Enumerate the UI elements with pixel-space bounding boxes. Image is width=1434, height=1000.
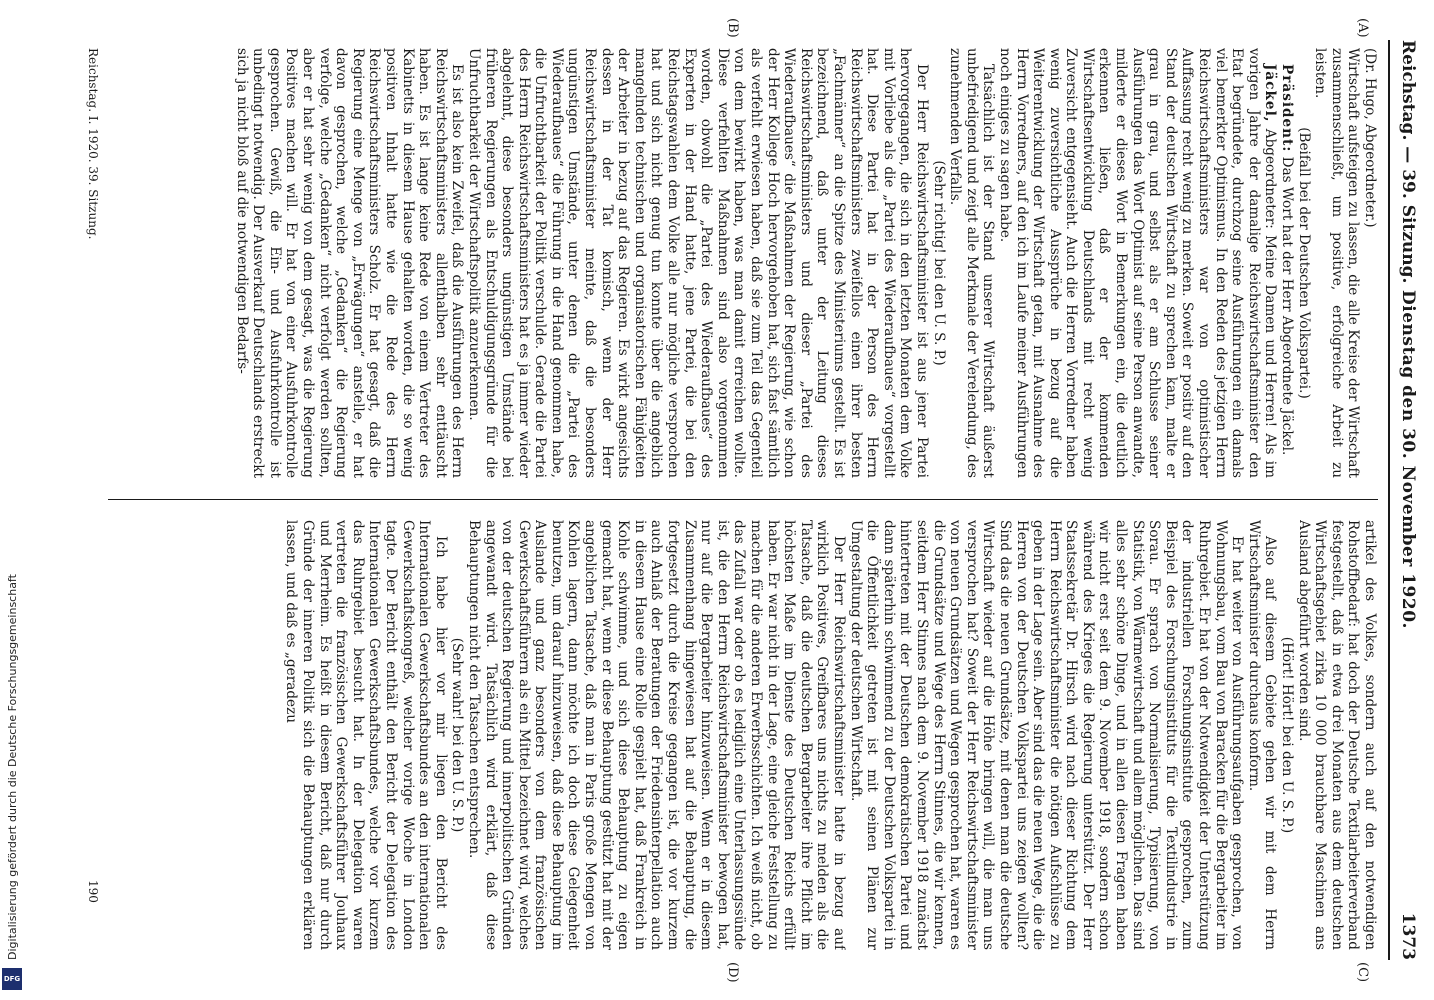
page-header bbox=[1392, 40, 1422, 960]
margin-letter-c: (C) bbox=[1355, 962, 1370, 983]
continued-paragraph: Wirtschaft aufsteigen zu lassen, die alle Kreise der Wirtschaft zusammenschließt, um positive, erfolgreiche Arbeit zu leisten. bbox=[1312, 48, 1362, 478]
page-footer: Reichstag. I. 1920. 39. Sitzung. bbox=[86, 48, 100, 240]
continued-paragraph: (Dr. Hugo, Abgeordneter.) bbox=[1362, 48, 1378, 228]
dfg-logo-icon: DFG bbox=[2, 968, 22, 990]
text-paragraph: Es ist also kein Zweifel, daß die Ausführungen des Herrn Reichswirtschaftsministers allenthalben sehr enttäuscht haben. Es ist lange keine Rede von einem Vertreter des Kabinetts in diesem Hause gehalten worden, die so wenig positiven Inhalt hatte wie die Rede des Herrn Reichswirtschaftsministers Scholz. Er hat gesagt, daß die Regierung eine Menge von „Erwägungen“ anstelle, er hat davon gesprochen, welche „Gedanken“ die Regierung verfolge, welche „Gedanken“ nicht verfolgt werden sollten, aber er hat sehr wenig von dem gesagt, was die Regierung Positives machen will. Er hat von einer Ausfuhrkontrolle gesprochen. Gewiß, die Ein- und Ausfuhrkontrolle ist unbedingt notwendig. Der Ausverkauf Deutschlands erstreckt sich ja nicht bloß auf die notwendigen Bedarfs- bbox=[233, 48, 466, 478]
speech-text: Abgeordneter: Meine Damen und Herren! Als im vorigen Jahre der damalige Reichswirtschaftsminister den Etat begründete, durchzog seine Ausführungen ein damals viel bemerkter Optimismus. In den Reden des jetzigen Herrn Reichswirtschaftsministers war von optimistischer Auffassung recht wenig zu merken. Soweit er positiv auf den Stand der deutschen Wirtschaft zu sprechen kam, malte er grau in grau, und selbst als er am Schlusse seiner Ausführungen das Wort Optimist auf seine Person anwandte, milderte er dieses Wort in Bemerkungen ein, die deutlich erkennen ließen, daß er der kommenden Wirtschaftsentwicklung Deutschlands mit recht wenig Zuversicht entgegensieht. Auch die Herren Vorredner haben wenig zuversichtliche Aussprüche in bezug auf die Weiterentwicklung der Wirtschaft getan, mit Ausnahme des Herrn Vorredners, auf den ich im Laufe meiner Ausführungen noch einiges zu sagen habe. bbox=[996, 48, 1279, 478]
interjection: (Beifall bei der Deutschen Volkspartei.) bbox=[1295, 127, 1312, 399]
document-page bbox=[30, 0, 1430, 1000]
margin-letter-a: (A) bbox=[1355, 18, 1370, 38]
speaker-name: Jäckel, bbox=[1262, 64, 1279, 123]
continued-paragraph: artikel des Volkes, sondern auch auf den notwendigen Rohstoffbedarf: hat doch der Deutsche Textilarbeiterverband festgestellt, daß in etwa drei Monaten aus dem deutschen Wirtschaftsgebiet zirka 10 000 brauchbare Maschinen ans Ausland abgeführt worden sind. bbox=[1295, 520, 1378, 950]
speaker-name: Präsident: bbox=[1279, 64, 1296, 153]
column-divider bbox=[108, 499, 1378, 500]
digitization-credit: Digitalisierung gefördert durch die Deutsche Forschungsgemeinschaft bbox=[6, 574, 19, 960]
bottom-page-number: 190 bbox=[86, 880, 100, 903]
rotated-page-content bbox=[30, 0, 1430, 1000]
interjection: (Sehr richtig! bei den U. S. P.) bbox=[930, 160, 947, 366]
text-paragraph: Also auf diesem Gebiete gehen wir mit dem Herrn Wirtschaftsminister durchaus konform. bbox=[1245, 520, 1279, 950]
interjection: (Hört! Hört! bei den U. S. P.) bbox=[1279, 636, 1296, 834]
header-rule bbox=[1388, 40, 1390, 960]
margin-letter-b: (B) bbox=[725, 18, 740, 38]
speaker-paragraph bbox=[996, 48, 1278, 478]
text-paragraph: Der Herr Reichswirtschaftsminister hatte in bezug auf wirklich Positives, Greifbares uns nichts zu melden als die Tatsache, daß die deutschen Bergarbeiter ihre Pflicht im höchsten Maße im Dienste des Deutschen Reichs erfüllt haben. Er war nicht in der Lage, eine gleiche Feststellung zu machen für die anderen Erwerbsschichten. Ich weiß nicht, ob das Zufall war oder ob es lediglich eine Unterlassungssünde ist, die den Herrn Reichswirtschaftsminister bewogen hat, nur auf die Bergarbeiter hinzuweisen. Wenn er in diesem Zusammenhang hingewiesen hat auf die Behauptung, die fortgesetzt durch die Kreise gegangen ist, die vor kurzem auch Anlaß der Beratungen der Friedensinterpellation auch in diesem Hause eine Rolle gespielt hat, daß Frankreich in Kohle schwimme, und sich diese Behauptung zu eigen gemacht hat, wenn er diese Behauptung gestützt hat mit der angeblichen Tatsache, daß man in Paris große Mengen von Kohlen lagern, dann möchte ich doch diese Gelegenheit benutzen, um darauf hinzuweisen, daß diese Behauptung im Auslande und ganz besonders von dem französischen Gewerkschaftsführern als ein Mittel bezeichnet wird, welches von der deutschen Regierung und innerpolitischen Gründen angewandt wird. Tatsächlich wird erklärt, daß diese Behauptungen nicht den Tatsachen entsprechen. bbox=[465, 520, 847, 950]
header-left: Reichstag. — 39. Sitzung. bbox=[1398, 40, 1418, 284]
speech-text: Das Wort hat der Herr Abgeordnete Jäckel. bbox=[1279, 152, 1296, 456]
digitization-sidebar bbox=[0, 0, 28, 1000]
text-paragraph: Tatsächlich ist der Stand unserer Wirtschaft äußerst unbefriedigend und zeigt alle Merkmale der Verelendung, des zunehmenden Verfalls. bbox=[947, 48, 997, 478]
text-paragraph: Der Herr Reichswirtschaftsminister ist aus jener Partei hervorgegangen, die sich in den letzten Monaten dem Volke mit Vorliebe als die „Partei des Wiederaufbaues“ vorgestellt hat. Diese Partei hat in der Person des Herrn Reichswirtschaftsministers zweifellos einen ihrer besten „Fachmänner“ an die Spitze des Ministeriums gestellt. Es ist bezeichnend, daß unter der Leitung dieses Reichswirtschaftsministers und dieser „Partei des Wiederaufbaues“ die Maßnahmen der Regierung, wie schon der Herr Kollege Hoch hervorgehoben hat, sich fast sämtlich als verfehlt erwiesen haben, daß sie zum Teil das Gegenteil von dem bewirkt haben, was man damit erreichen wollte. Diese verfehlten Maßnahmen sind also vorgenommen worden, obwohl die „Partei des Wiederaufbaues“ des Experten in der Hand hatte, jene Partei, die bei den Reichstagswahlen dem Volke alle nur mögliche versprochen hat und sich nicht genug tun konnte über die angeblich mangelnden technischen und organisatorischen Fähigkeiten der Arbeiter in bezug auf das Regieren. Es wirkt angesichts dessen in der Tat komisch, wenn der Herr Reichswirtschaftsminister meinte, daß die besonders ungünstigen Umstände, unter denen die „Partei des Wiederaufbaues“ die Führung in die Hand genommen habe, die Unfruchtbarkeit der Politik verschulde. Gerade die Partei des Herrn Reichswirtschaftsministers hat es ja immer wieder abgelehnt, diese besonders ungünstigen Umstände bei früheren Regierungen als Entschuldigungsgründe für die Unfruchtbarkeit der Wirtschaftspolitik anzuerkennen. bbox=[465, 48, 930, 478]
interjection: (Sehr wahr! bei den U. S. P.) bbox=[449, 637, 466, 833]
text-paragraph: Er hat weiter von Ausführungsaufgaben gesprochen, von Wohnungsbau, vom Bau von Baracken für die Bergarbeiter im Ruhrgebiet. Er hat von der Notwendigkeit der Unterstützung der industriellen Forschungsinstitute gesprochen, zum Beispiel des Forschungsinstituts für die Textilindustrie in Sorau. Er sprach von Normalisierung, Typisierung, von Statistik, von Wärmewirtschaft und allem möglichen. Das sind alles sehr schöne Dinge, und in allen diesen Fragen haben wir nicht erst seit dem 9. November 1918, sondern schon während des Krieges die Regierung unterstützt. Der Herr Staatssekretär Dr. Hirsch wird nach dieser Richtung dem Herrn Reichswirtschaftsminister die nötigen Aufschlüsse zu geben in der Lage sein. Aber sind das die neuen Wege, die die Herren von der Deutschen Volkspartei uns zeigen wollten? Sind das die neuen Grundsätze, mit denen man die deutsche Wirtschaft wieder auf die Höhe bringen will, die man uns versprochen hat? Soweit der Herr Reichswirtschaftsminister von neuen Grundsätzen und Wegen gesprochen hat, waren es die Grundsätze und Wege des Herrn Stinnes, die wir kennen, seitdem Herr Stinnes nach dem 9. November 1918 zunächst hintertreten mit der Deutschen demokratischen Partei und dann späterhin schwimmend zu der Deutschen Volkspartei in die Öffentlichkeit getreten ist mit seinen Plänen zur Umgestaltung der deutschen Wirtschaft. bbox=[847, 520, 1246, 950]
text-paragraph: Ich habe hier vor mir liegen den Bericht des Internationalen Gewerkschaftsbundes an den internationalen Gewerkschaftskongreß, welcher vorige Woche in London tagte. Der Bericht enthält den Bericht der Delegation des Internationalen Gewerkschaftsbundes, welche vor kurzem das Ruhrgebiet besucht hat. In der Delegation waren vertreten die französischen Gewerkschaftsführer Jouhaux und Merrheim. Es heißt in diesem Bericht, daß nur durch Gründe der inneren Politik sich die Behauptungen erklären lassen, und daß es „geradezu bbox=[283, 520, 449, 950]
header-date: Dienstag den 30. November 1920. bbox=[1398, 290, 1418, 629]
margin-letter-d: (D) bbox=[725, 962, 740, 983]
speaker-paragraph bbox=[1278, 48, 1295, 478]
header-page-number: 1373 bbox=[1398, 912, 1418, 960]
right-text-column bbox=[108, 520, 1378, 950]
left-text-column bbox=[108, 48, 1378, 478]
